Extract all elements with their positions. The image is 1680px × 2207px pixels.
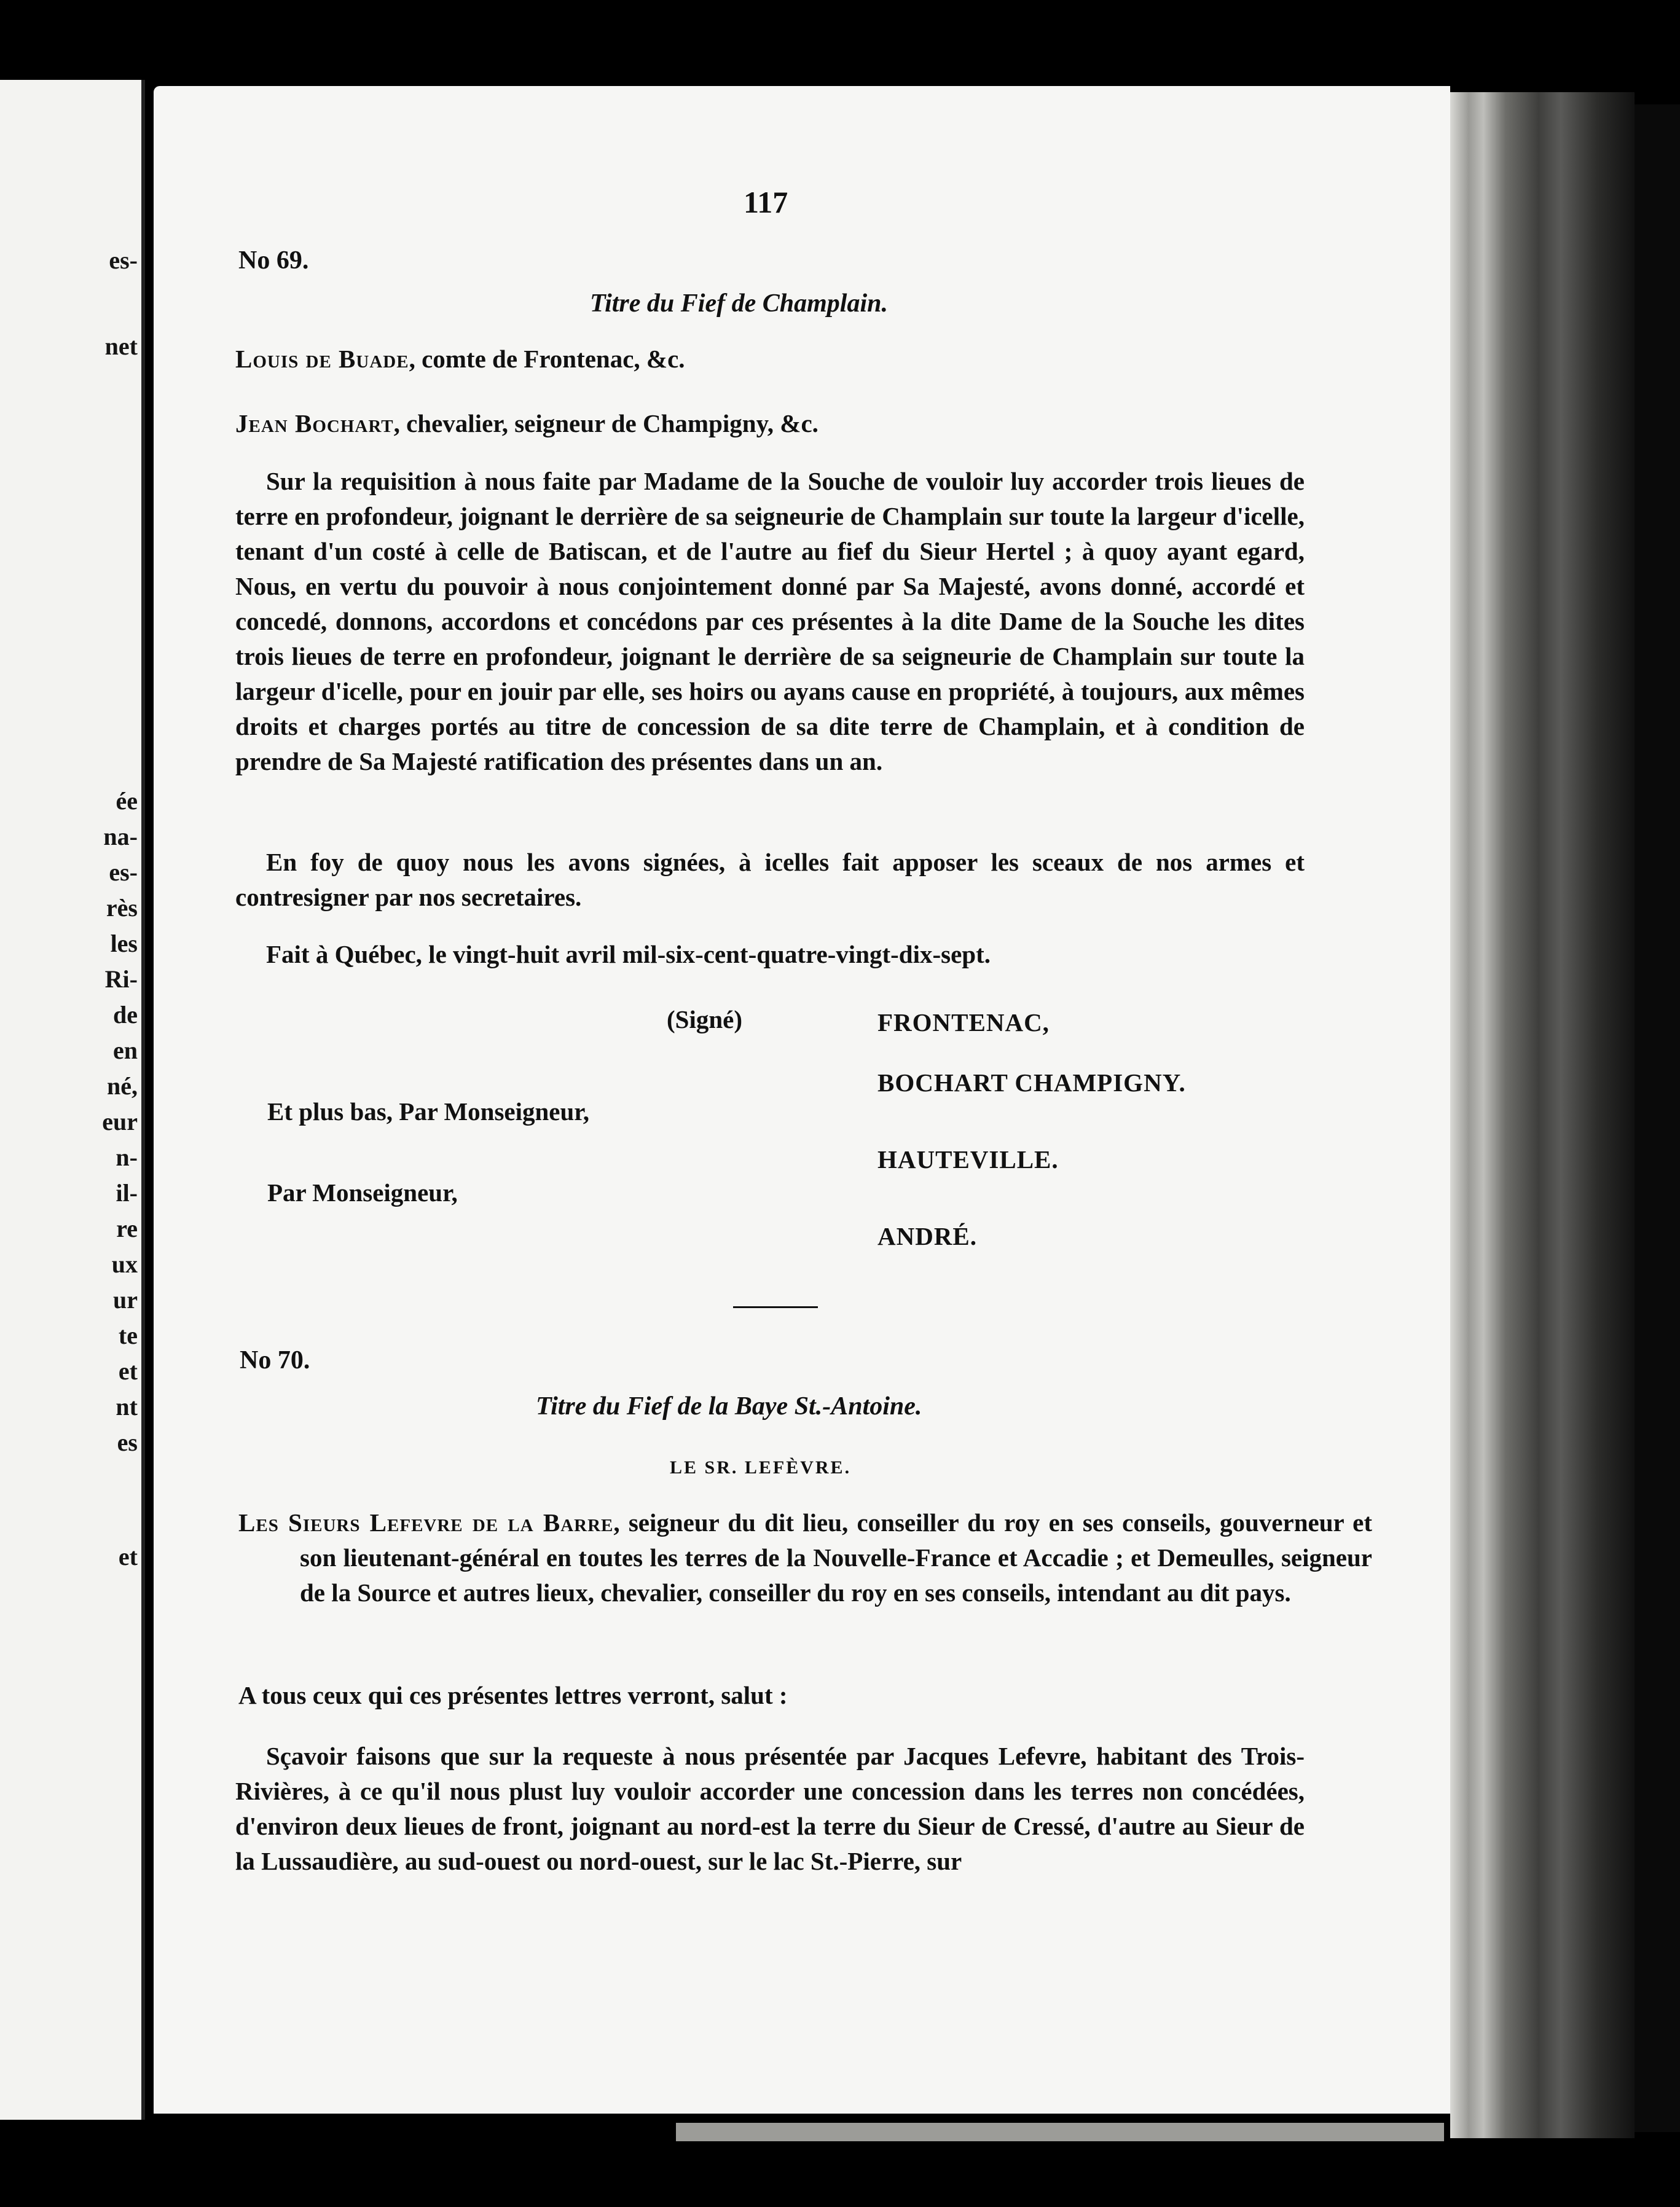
grantor-name: Jean Bochart [235, 409, 394, 437]
grantor-paragraph [238, 1505, 1372, 1610]
entry-subtitle: LE SR. LEFÈVRE. [670, 1457, 852, 1478]
body-paragraph: Sçavoir faisons que sur la requeste à nous présentée par Jacques Lefevre, habitant des Trois-Rivières, à ce qu'il nous plust luy vouloir accorder une concession dans les terres non concédées, d'environ deux lieues de front, joignant au nord-est la terre du Sieur de Cressé, d'autre au Sieur de la Lussaudière, au sud-ouest ou nord-ouest, sur le lac St.-Pierre, sur [235, 1742, 1305, 1875]
margin-fragment: en [113, 1037, 138, 1064]
margin-fragment: et [118, 1543, 138, 1570]
page-number: 117 [744, 185, 788, 219]
grantor-line [235, 341, 685, 377]
body-paragraph: En foy de quoy nous les avons signées, à icelles fait apposer les sceaux de nos armes et contresigner par nos secretaires. [235, 848, 1305, 911]
margin-fragment: es- [109, 858, 138, 886]
section-divider [733, 1306, 818, 1308]
margin-fragment: les [110, 930, 138, 957]
body-paragraph: Sur la requisition à nous faite par Madame de la Souche de vouloir luy accorder trois lieues de terre en profondeur, joignant le derrière de sa seigneurie de Champlain sur toute la largeur d'icelle, tenant d'un costé à celle de Batiscan, et de l'autre au fief du Sieur Hertel ; à quoy ayant egard, Nous, en vertu du pouvoir à nous conjointement donné par Sa Majesté, avons donné, accordé et concedé, donnons, accordons et concédons par ces présentes à la dite Dame de la Souche les dites trois lieues de terre en profondeur, joignant le derrière de sa seigneurie de Champlain sur toute la largeur d'icelle, pour en jouir par elle, ses hoirs ou ayans cause en propriété, à toujours, aux mêmes droits et charges portés au titre de concession de sa dite terre de Champlain, et à condition de prendre de Sa Majesté ratification des présentes dans un an. [235, 467, 1305, 775]
bottom-strip [676, 2123, 1444, 2141]
margin-fragment: il- [116, 1179, 138, 1207]
book-cover-edge [1635, 104, 1680, 2132]
margin-fragment: de [113, 1001, 138, 1029]
grantor-title: , comte de Frontenac, &c. [409, 345, 685, 373]
margin-fragment: nt [116, 1393, 138, 1421]
grantor-title: , chevalier, seigneur de Champigny, &c. [393, 409, 818, 437]
signature: HAUTEVILLE. [877, 1145, 1059, 1174]
signature: ANDRÉ. [877, 1222, 978, 1250]
signed-label: (Signé) [667, 1005, 742, 1033]
page-edges [1450, 92, 1635, 2138]
margin-fragment: es- [109, 246, 138, 274]
signature: BOCHART CHAMPIGNY. [877, 1068, 1186, 1097]
salutation: A tous ceux qui ces présentes lettres verront, salut : [238, 1681, 788, 1709]
margin-fragment: re [116, 1215, 138, 1242]
margin-fragment: né, [107, 1072, 138, 1100]
left-page-fragment [0, 80, 145, 2120]
margin-fragment: eur [102, 1108, 138, 1135]
margin-fragment: Ri- [104, 965, 138, 993]
margin-fragment: te [118, 1322, 138, 1349]
margin-fragment: es [117, 1429, 138, 1456]
body-paragraph: Fait à Québec, le vingt-huit avril mil-six-cent-quatre-vingt-dix-sept. [266, 940, 991, 968]
signature: FRONTENAC, [877, 1008, 1050, 1037]
margin-fragment: et [118, 1357, 138, 1385]
margin-fragment: na- [103, 823, 138, 850]
margin-fragment: ur [113, 1286, 138, 1314]
margin-fragment: net [104, 332, 138, 360]
entry-number: No 69. [238, 246, 309, 275]
grantor-name: Louis de Buade [235, 345, 409, 373]
grantor-line [235, 406, 818, 441]
entry-number: No 70. [240, 1346, 310, 1374]
margin-fragment: rès [106, 894, 138, 922]
grantor-title: , seigneur du dit lieu, conseiller du roy en ses conseils, gouverneur et son lieutenant-général en toutes les terres de la Nouvelle-France et Accadie ; et Demeulles, seigneur de la Source et autres lieux, chevalier, conseiller du roy en ses conseils, intendant au dit pays. [300, 1508, 1373, 1607]
margin-fragment: n- [116, 1143, 138, 1171]
countersign-label: Et plus bas, Par Monseigneur, [267, 1097, 589, 1126]
countersign-label: Par Monseigneur, [267, 1178, 458, 1207]
entry-title: Titre du Fief de la Baye St.-Antoine. [536, 1392, 922, 1421]
grantor-name: Les Sieurs Lefevre de la Barre [238, 1508, 614, 1537]
entry-title: Titre du Fief de Champlain. [590, 289, 888, 318]
margin-fragment: ux [111, 1250, 138, 1278]
margin-fragment: ée [116, 787, 138, 815]
